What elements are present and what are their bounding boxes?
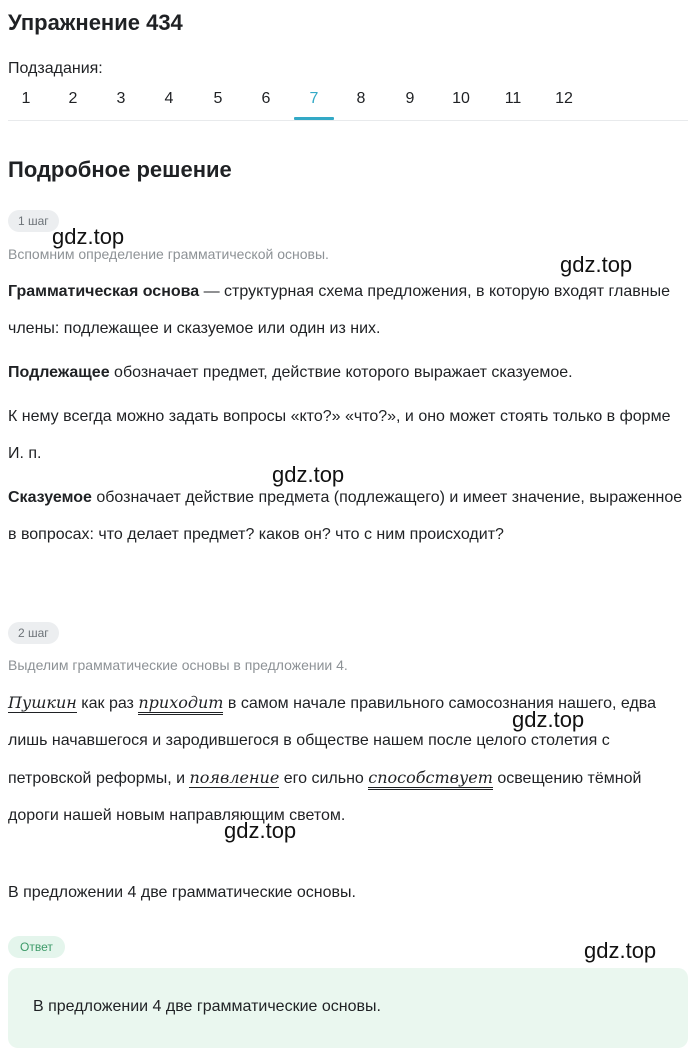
subject-underlined: появление bbox=[189, 768, 280, 787]
subtask-tab-11[interactable]: 11 bbox=[504, 90, 522, 107]
watermark: gdz.top bbox=[224, 818, 297, 843]
subtask-tab-3[interactable]: 3 bbox=[116, 90, 126, 107]
analyzed-sentence bbox=[8, 684, 688, 834]
step-conclusion: В предложении 4 две грамматические основы. bbox=[8, 884, 356, 901]
answer-box bbox=[8, 968, 688, 1048]
term-bold: Подлежащее bbox=[8, 364, 110, 381]
subtasks-label: Подзадания: bbox=[8, 60, 103, 77]
step-hint: Вспомним определение грамматической основы. bbox=[8, 246, 329, 262]
subtask-tab-10[interactable]: 10 bbox=[452, 90, 470, 107]
definition-text: — структурная схема предложения, в которую входят главные члены: подлежащее и сказуемое или один из них. bbox=[8, 283, 670, 337]
term-bold: Грамматическая основа bbox=[8, 283, 200, 300]
page-title: Упражнение 434 bbox=[8, 10, 183, 35]
step-hint: Выделим грамматические основы в предложении 4. bbox=[8, 657, 348, 673]
watermark: gdz.top bbox=[512, 707, 585, 732]
term-bold: Сказуемое bbox=[8, 489, 92, 506]
subject-underlined: Пушкин bbox=[8, 693, 77, 712]
subtask-tab-4[interactable]: 4 bbox=[164, 90, 174, 107]
sentence-text: его сильно bbox=[279, 770, 369, 787]
subtask-tab-7[interactable]: 7 bbox=[309, 90, 319, 107]
sentence-text: освещению тёмной дороги нашей новым направляющим светом. bbox=[8, 770, 642, 824]
subtasks-tabs bbox=[8, 88, 688, 121]
predicate-paragraph bbox=[8, 479, 688, 553]
definition-paragraph bbox=[8, 273, 688, 347]
active-tab-indicator bbox=[294, 117, 334, 120]
sentence-text: как раз bbox=[76, 695, 139, 712]
subtask-tab-5[interactable]: 5 bbox=[213, 90, 223, 107]
answer-text: В предложении 4 две грамматические основы. bbox=[33, 998, 381, 1015]
step-badge: 1 шаг bbox=[8, 210, 59, 232]
definition-text: обозначает действие предмета (подлежащего) и имеет значение, выраженное в вопросах: что делает предмет? каков он? что с ним происходит? bbox=[8, 489, 683, 543]
subtask-tab-8[interactable]: 8 bbox=[356, 90, 366, 107]
answer-badge: Ответ bbox=[8, 936, 65, 958]
subject-questions-paragraph: К нему всегда можно задать вопросы «кто?» «что?», и оно может стоять только в форме И. п. bbox=[8, 408, 671, 462]
subject-paragraph bbox=[8, 354, 688, 391]
predicate-underlined: способствует bbox=[368, 768, 493, 790]
subtask-tab-6[interactable]: 6 bbox=[261, 90, 271, 107]
watermark: gdz.top bbox=[272, 462, 345, 487]
sentence-text: в самом начале правильного самосознания нашего, едва лишь начавшегося и зародившегося в обществе нашем после целого столетия с петровской реформы, и bbox=[8, 695, 657, 787]
watermark: gdz.top bbox=[584, 938, 657, 963]
step-badge: 2 шаг bbox=[8, 622, 59, 644]
watermark: gdz.top bbox=[560, 252, 633, 277]
watermark: gdz.top bbox=[52, 224, 125, 249]
definition-text: обозначает предмет, действие которого выражает сказуемое. bbox=[109, 364, 573, 381]
solution-title: Подробное решение bbox=[8, 157, 232, 182]
subtask-tab-12[interactable]: 12 bbox=[555, 90, 573, 107]
predicate-underlined: приходит bbox=[138, 693, 223, 715]
subtask-tab-1[interactable]: 1 bbox=[21, 90, 31, 107]
subtask-tab-9[interactable]: 9 bbox=[405, 90, 415, 107]
subtask-tab-2[interactable]: 2 bbox=[68, 90, 78, 107]
